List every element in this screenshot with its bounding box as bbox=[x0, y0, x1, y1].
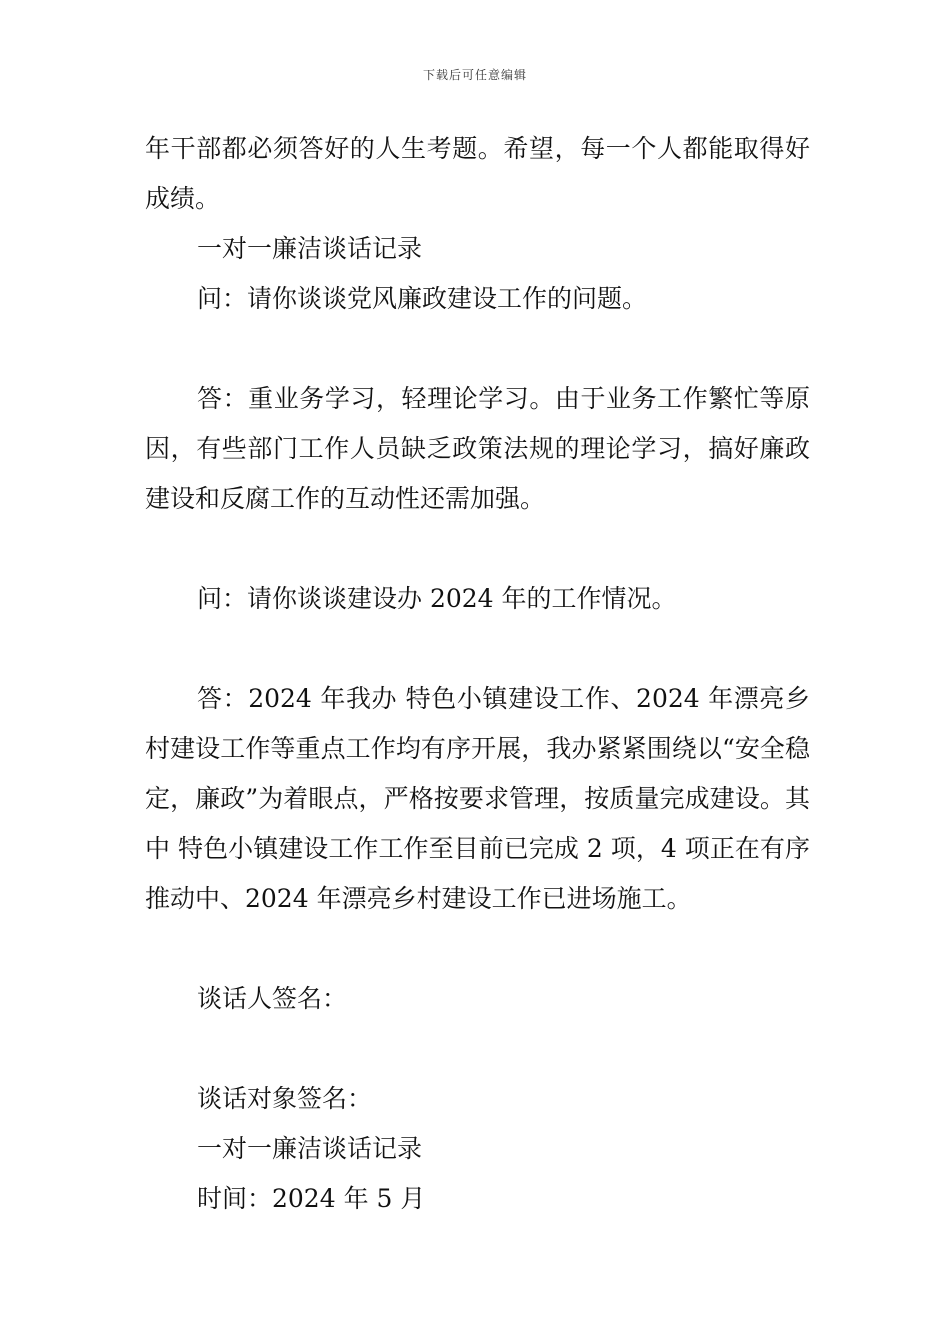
question-1: 问：请你谈谈党风廉政建设工作的问题。 bbox=[197, 284, 648, 313]
question-2: 问：请你谈谈建设办 2024 年的工作情况。 bbox=[197, 584, 677, 613]
record-title: 一对一廉洁谈话记录 bbox=[197, 234, 423, 263]
record-time: 时间：2024 年 5 月 bbox=[197, 1184, 426, 1213]
document-body bbox=[145, 124, 810, 1224]
intro-paragraph: 年干部都必须答好的人生考题。希望，每一个人都能取得好成绩。 bbox=[145, 134, 810, 213]
speaker-signature-label: 谈话人签名： bbox=[197, 984, 348, 1013]
header-note: 下载后可任意编辑 bbox=[422, 68, 527, 82]
answer-1: 答：重业务学习，轻理论学习。由于业务工作繁忙等原因，有些部门工作人员缺乏政策法规的理论学习，搞好廉政建设和反腐工作的互动性还需加强。 bbox=[145, 384, 810, 513]
record-title-2: 一对一廉洁谈话记录 bbox=[197, 1134, 423, 1163]
subject-signature-label: 谈话对象签名： bbox=[197, 1084, 373, 1113]
answer-2: 答：2024 年我办 特色小镇建设工作、2024 年漂亮乡村建设工作等重点工作均有序开展，我办紧紧围绕以“安全稳定，廉政”为着眼点，严格按要求管理，按质量完成建设。其中 特色小镇建设工作工作至目前已完成 2 项，4 项正在有序推动中、2024 年漂亮乡村建设工作已进场施工。 bbox=[145, 684, 810, 913]
